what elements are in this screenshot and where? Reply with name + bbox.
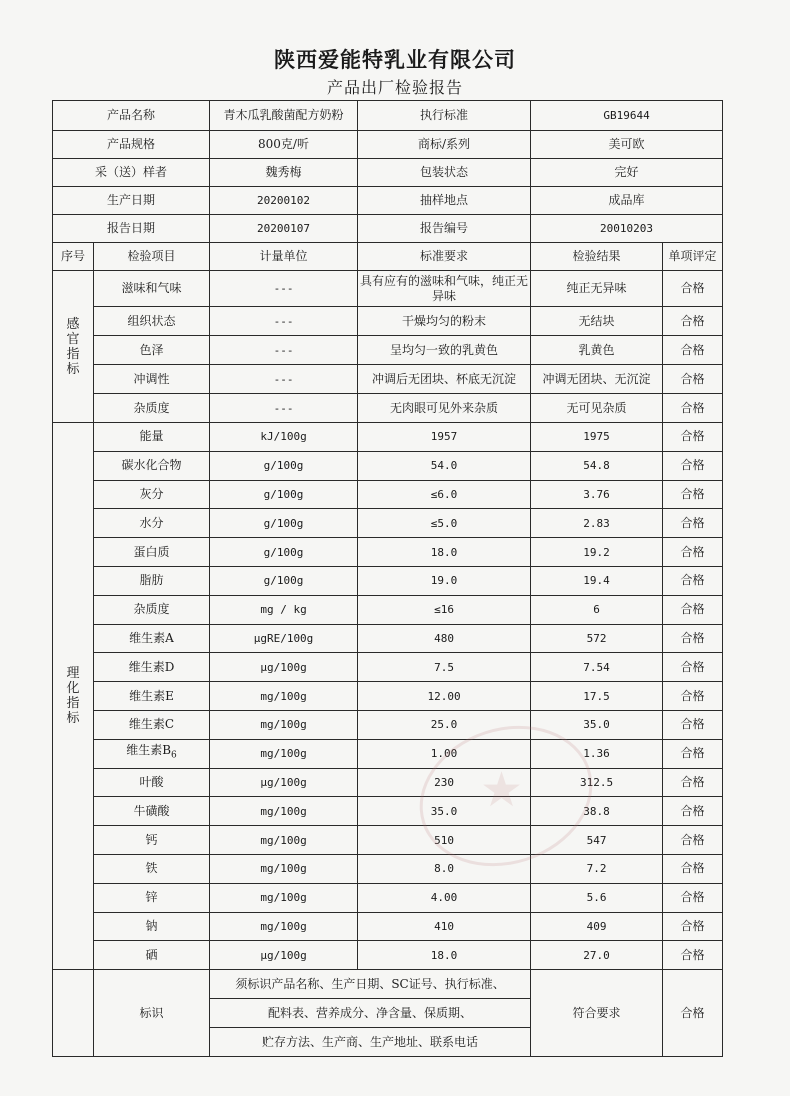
physchem-row xyxy=(53,423,723,452)
item-unit: g/100g xyxy=(210,566,358,595)
info-label: 生产日期 xyxy=(53,187,210,215)
physchem-row xyxy=(53,451,723,480)
item-verdict: 合格 xyxy=(663,365,723,394)
item-result: 547 xyxy=(531,826,663,855)
item-verdict: 合格 xyxy=(663,912,723,941)
col-verdict: 单项评定 xyxy=(663,243,723,271)
item-unit: kJ/100g xyxy=(210,423,358,452)
item-name-text: 维生素D xyxy=(128,659,175,674)
item-unit: μg/100g xyxy=(210,941,358,970)
info-label: 执行标准 xyxy=(358,101,531,131)
inspection-table xyxy=(52,100,723,1057)
item-requirement: 8.0 xyxy=(358,854,531,883)
info-label: 产品名称 xyxy=(53,101,210,131)
item-requirement: 干燥均匀的粉末 xyxy=(358,307,531,336)
info-row xyxy=(53,131,723,159)
item-unit: --- xyxy=(210,271,358,307)
item-unit: mg/100g xyxy=(210,682,358,711)
item-name xyxy=(94,653,210,682)
item-name xyxy=(94,768,210,797)
item-name: 冲调性 xyxy=(94,365,210,394)
info-label: 报告编号 xyxy=(358,215,531,243)
item-requirement: 4.00 xyxy=(358,883,531,912)
item-name-text: 维生素E xyxy=(129,688,174,703)
item-requirement: 35.0 xyxy=(358,797,531,826)
marking-requirement-line: 贮存方法、生产商、生产地址、联系电话 xyxy=(262,1035,479,1050)
item-result: 6 xyxy=(531,595,663,624)
item-requirement: 12.00 xyxy=(358,682,531,711)
item-unit: g/100g xyxy=(210,451,358,480)
info-row xyxy=(53,215,723,243)
group-char: 化 xyxy=(66,681,80,697)
item-unit: g/100g xyxy=(210,480,358,509)
item-result: 符合要求 xyxy=(531,970,663,1057)
item-result: 572 xyxy=(531,624,663,653)
item-name: 色泽 xyxy=(94,336,210,365)
item-result: 5.6 xyxy=(531,883,663,912)
item-result: 3.76 xyxy=(531,480,663,509)
info-value: 青木瓜乳酸菌配方奶粉 xyxy=(210,101,358,131)
group-char: 官 xyxy=(66,331,80,347)
item-name: 组织状态 xyxy=(94,307,210,336)
item-name-text: 碳水化合物 xyxy=(121,458,182,473)
item-name-text: 钠 xyxy=(145,918,158,933)
item-result: 无结块 xyxy=(531,307,663,336)
group-label xyxy=(53,271,94,423)
item-requirement: 54.0 xyxy=(358,451,531,480)
col-result: 检验结果 xyxy=(531,243,663,271)
item-verdict: 合格 xyxy=(663,271,723,307)
item-requirement: ≤5.0 xyxy=(358,509,531,538)
group-char: 标 xyxy=(66,711,80,727)
item-result: 7.54 xyxy=(531,653,663,682)
item-requirement: 无肉眼可见外来杂质 xyxy=(358,394,531,423)
item-requirement: 19.0 xyxy=(358,566,531,595)
item-result: 无可见杂质 xyxy=(531,394,663,423)
faint-seal-star-icon: ★ xyxy=(480,762,524,818)
item-unit: mg / kg xyxy=(210,595,358,624)
item-name xyxy=(94,566,210,595)
item-unit: --- xyxy=(210,336,358,365)
item-name xyxy=(94,912,210,941)
item-requirement: 25.0 xyxy=(358,710,531,739)
item-requirement: 1.00 xyxy=(358,739,531,768)
item-name-text: 杂质度 xyxy=(133,602,170,617)
item-result: 17.5 xyxy=(531,682,663,711)
item-result: 54.8 xyxy=(531,451,663,480)
item-name xyxy=(94,624,210,653)
info-label: 采（送）样者 xyxy=(53,159,210,187)
physchem-row xyxy=(53,653,723,682)
report-title: 产品出厂检验报告 xyxy=(326,78,463,97)
item-requirement: 18.0 xyxy=(358,941,531,970)
item-verdict: 合格 xyxy=(663,307,723,336)
item-verdict: 合格 xyxy=(663,797,723,826)
item-result: 312.5 xyxy=(531,768,663,797)
item-requirement: 230 xyxy=(358,768,531,797)
item-requirement: 18.0 xyxy=(358,538,531,567)
item-requirement: ≤6.0 xyxy=(358,480,531,509)
physchem-row xyxy=(53,538,723,567)
item-name xyxy=(94,826,210,855)
item-verdict: 合格 xyxy=(663,710,723,739)
item-name-text: 钙 xyxy=(145,832,158,847)
item-requirement: 呈均匀一致的乳黄色 xyxy=(358,336,531,365)
marking-seq xyxy=(53,970,94,1057)
info-value: 800克/听 xyxy=(210,131,358,159)
physchem-row xyxy=(53,682,723,711)
sensory-row xyxy=(53,307,723,336)
item-verdict: 合格 xyxy=(663,394,723,423)
physchem-row xyxy=(53,826,723,855)
item-name xyxy=(94,538,210,567)
item-verdict: 合格 xyxy=(663,480,723,509)
marking-requirement xyxy=(210,970,531,1057)
physchem-row xyxy=(53,710,723,739)
column-header-row xyxy=(53,243,723,271)
info-value: 20200102 xyxy=(210,187,358,215)
item-verdict: 合格 xyxy=(663,451,723,480)
info-label: 商标/系列 xyxy=(358,131,531,159)
col-item: 检验项目 xyxy=(94,243,210,271)
item-result: 纯正无异味 xyxy=(531,271,663,307)
item-name-text: 硒 xyxy=(145,947,158,962)
item-result: 1975 xyxy=(531,423,663,452)
item-requirement: 410 xyxy=(358,912,531,941)
item-result: 7.2 xyxy=(531,854,663,883)
item-name xyxy=(94,739,210,768)
item-verdict: 合格 xyxy=(663,883,723,912)
col-requirement: 标准要求 xyxy=(358,243,531,271)
sensory-row xyxy=(53,271,723,307)
item-name: 标识 xyxy=(94,970,210,1057)
item-requirement: 冲调后无团块、杯底无沉淀 xyxy=(358,365,531,394)
item-unit: g/100g xyxy=(210,509,358,538)
item-unit: μg/100g xyxy=(210,768,358,797)
item-verdict: 合格 xyxy=(663,768,723,797)
item-verdict: 合格 xyxy=(663,566,723,595)
item-unit: g/100g xyxy=(210,538,358,567)
item-requirement: 具有应有的滋味和气味，纯正无异味 xyxy=(358,271,531,307)
item-result: 27.0 xyxy=(531,941,663,970)
group-char: 指 xyxy=(66,696,80,712)
item-name-text: 牛磺酸 xyxy=(133,803,170,818)
info-value: 魏秀梅 xyxy=(210,159,358,187)
item-verdict: 合格 xyxy=(663,653,723,682)
item-result: 19.4 xyxy=(531,566,663,595)
group-char: 感 xyxy=(66,316,80,332)
info-label: 抽样地点 xyxy=(358,187,531,215)
info-value: 20010203 xyxy=(531,215,723,243)
item-name-text: 水分 xyxy=(139,515,164,530)
item-name-text: 叶酸 xyxy=(139,774,164,789)
item-unit: mg/100g xyxy=(210,710,358,739)
item-unit: --- xyxy=(210,307,358,336)
company-name: 陕西爱能特乳业有限公司 xyxy=(274,48,516,72)
physchem-row xyxy=(53,739,723,768)
col-seq: 序号 xyxy=(53,243,94,271)
item-verdict: 合格 xyxy=(663,854,723,883)
item-verdict: 合格 xyxy=(663,682,723,711)
item-result: 乳黄色 xyxy=(531,336,663,365)
item-name xyxy=(94,682,210,711)
sensory-row xyxy=(53,336,723,365)
item-unit: mg/100g xyxy=(210,912,358,941)
item-requirement: 480 xyxy=(358,624,531,653)
info-label: 产品规格 xyxy=(53,131,210,159)
item-result: 409 xyxy=(531,912,663,941)
physchem-row xyxy=(53,912,723,941)
item-requirement: ≤16 xyxy=(358,595,531,624)
item-verdict: 合格 xyxy=(663,970,723,1057)
info-label: 包装状态 xyxy=(358,159,531,187)
item-unit: μgRE/100g xyxy=(210,624,358,653)
item-name-subscript: 6 xyxy=(171,750,177,761)
item-unit: μg/100g xyxy=(210,653,358,682)
info-value: 20200107 xyxy=(210,215,358,243)
item-name-text: 脂肪 xyxy=(139,573,164,588)
sensory-row xyxy=(53,394,723,423)
item-verdict: 合格 xyxy=(663,941,723,970)
item-name: 杂质度 xyxy=(94,394,210,423)
item-name xyxy=(94,854,210,883)
item-verdict: 合格 xyxy=(663,624,723,653)
item-result: 19.2 xyxy=(531,538,663,567)
sensory-row xyxy=(53,365,723,394)
physchem-row xyxy=(53,854,723,883)
group-char: 指 xyxy=(66,346,80,362)
item-name xyxy=(94,423,210,452)
item-verdict: 合格 xyxy=(663,423,723,452)
physchem-row xyxy=(53,566,723,595)
item-unit: --- xyxy=(210,365,358,394)
item-unit: mg/100g xyxy=(210,883,358,912)
item-unit: mg/100g xyxy=(210,854,358,883)
item-verdict: 合格 xyxy=(663,739,723,768)
info-value: 完好 xyxy=(531,159,723,187)
item-result: 38.8 xyxy=(531,797,663,826)
info-row xyxy=(53,187,723,215)
physchem-row xyxy=(53,624,723,653)
marking-requirement-line: 须标识产品名称、生产日期、SC证号、执行标准、 xyxy=(210,970,530,999)
item-verdict: 合格 xyxy=(663,509,723,538)
item-result: 2.83 xyxy=(531,509,663,538)
item-name xyxy=(94,883,210,912)
item-name xyxy=(94,710,210,739)
info-value: 美可欧 xyxy=(531,131,723,159)
item-result: 1.36 xyxy=(531,739,663,768)
item-name: 滋味和气味 xyxy=(94,271,210,307)
item-name xyxy=(94,797,210,826)
item-unit: mg/100g xyxy=(210,797,358,826)
marking-requirement-line: 配料表、营养成分、净含量、保质期、 xyxy=(210,999,530,1028)
item-verdict: 合格 xyxy=(663,826,723,855)
item-unit: mg/100g xyxy=(210,739,358,768)
marking-row xyxy=(53,970,723,1057)
physchem-row xyxy=(53,480,723,509)
physchem-row xyxy=(53,883,723,912)
item-result: 冲调无团块、无沉淀 xyxy=(531,365,663,394)
info-row xyxy=(53,159,723,187)
item-name xyxy=(94,941,210,970)
info-value: GB19644 xyxy=(531,101,723,131)
item-requirement: 1957 xyxy=(358,423,531,452)
item-verdict: 合格 xyxy=(663,336,723,365)
physchem-row xyxy=(53,595,723,624)
item-name-text: 铁 xyxy=(145,861,158,876)
group-char: 理 xyxy=(66,666,80,682)
info-value: 成品库 xyxy=(531,187,723,215)
item-name-text: 维生素A xyxy=(129,630,174,645)
item-name xyxy=(94,480,210,509)
col-unit: 计量单位 xyxy=(210,243,358,271)
item-verdict: 合格 xyxy=(663,538,723,567)
item-name xyxy=(94,595,210,624)
item-requirement: 7.5 xyxy=(358,653,531,682)
item-verdict: 合格 xyxy=(663,595,723,624)
group-label xyxy=(53,423,94,970)
info-row xyxy=(53,101,723,131)
item-name-text: 维生素B xyxy=(126,743,172,758)
group-char: 标 xyxy=(66,361,80,377)
item-name-text: 能量 xyxy=(139,429,164,444)
physchem-row xyxy=(53,941,723,970)
item-name-text: 锌 xyxy=(145,890,158,905)
item-name-text: 维生素C xyxy=(128,717,175,732)
item-unit: --- xyxy=(210,394,358,423)
info-label: 报告日期 xyxy=(53,215,210,243)
item-name-text: 灰分 xyxy=(139,486,164,501)
item-result: 35.0 xyxy=(531,710,663,739)
physchem-row xyxy=(53,509,723,538)
physchem-row xyxy=(53,768,723,797)
item-requirement: 510 xyxy=(358,826,531,855)
item-unit: mg/100g xyxy=(210,826,358,855)
item-name xyxy=(94,451,210,480)
item-name xyxy=(94,509,210,538)
item-name-text: 蛋白质 xyxy=(133,544,170,559)
physchem-row xyxy=(53,797,723,826)
